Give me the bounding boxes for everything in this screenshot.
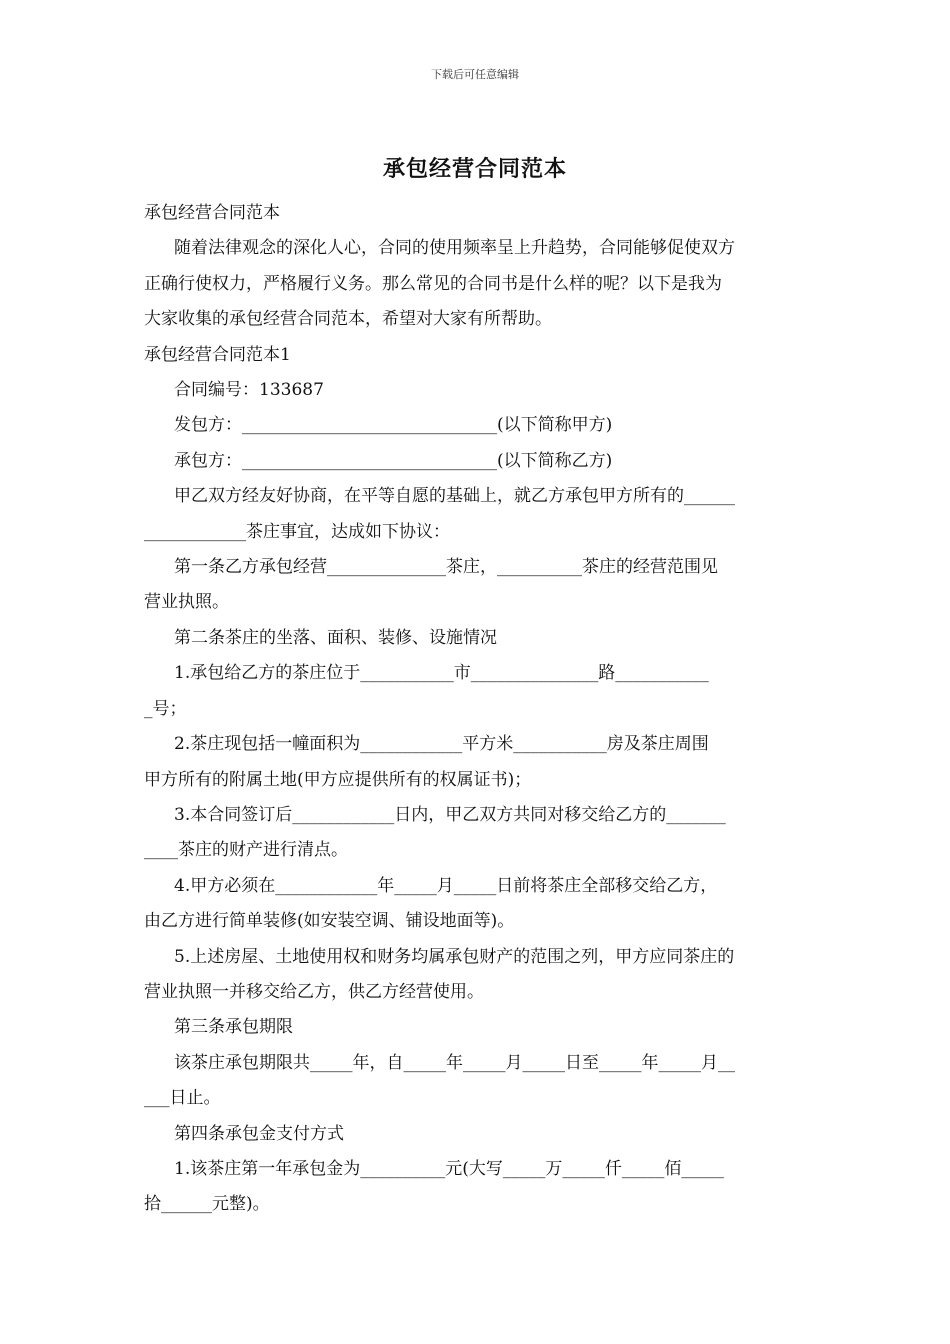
paragraph-line: 第三条承包期限 xyxy=(174,1017,293,1038)
paragraph-line: 发包方：______________________________(以下简称甲方) xyxy=(174,415,613,436)
paragraph-line: 由乙方进行简单装修(如安装空调、铺设地面等)。 xyxy=(144,911,515,932)
header-note: 下载后可任意编辑 xyxy=(431,68,519,81)
paragraph-line: 5.上述房屋、土地使用权和财务均属承包财产的范围之列，甲方应同茶庄的 xyxy=(174,946,735,967)
paragraph-line: 正确行使权力，严格履行义务。那么常见的合同书是什么样的呢？以下是我为 xyxy=(144,273,722,294)
paragraph-line: 承包经营合同范本1 xyxy=(144,344,291,365)
paragraph-line: 承包方：______________________________(以下简称乙方) xyxy=(174,450,613,471)
document-title: 承包经营合同范本 xyxy=(382,156,567,182)
paragraph-line: 该茶庄承包期限共_____年，自_____年_____月_____日至_____年_____月__ xyxy=(174,1052,735,1073)
paragraph-line: 4.甲方必须在____________年_____月_____日前将茶庄全部移交给乙方， xyxy=(174,875,718,896)
paragraph-line: 营业执照一并移交给乙方，供乙方经营使用。 xyxy=(144,981,484,1002)
paragraph-line: 大家收集的承包经营合同范本，希望对大家有所帮助。 xyxy=(144,309,552,330)
paragraph-line: 第二条茶庄的坐落、面积、装修、设施情况 xyxy=(174,627,497,648)
paragraph-line: ___日止。 xyxy=(144,1088,221,1109)
paragraph-line: 3.本合同签订后____________日内，甲乙双方共同对移交给乙方的_______ xyxy=(174,804,726,825)
document-body xyxy=(144,196,808,1223)
paragraph-line: 合同编号：133687 xyxy=(174,380,324,401)
paragraph-line: _号； xyxy=(144,698,187,719)
paragraph-line: 甲方所有的附属土地(甲方应提供所有的权属证书)； xyxy=(144,769,532,790)
paragraph-line: 甲乙双方经友好协商，在平等自愿的基础上，就乙方承包甲方所有的______ xyxy=(174,486,735,507)
paragraph-line: 1.该茶庄第一年承包金为__________元(大写_____万_____仟_____佰_____ xyxy=(174,1158,724,1179)
paragraph-line: 随着法律观念的深化人心，合同的使用频率呈上升趋势，合同能够促使双方 xyxy=(174,238,735,259)
paragraph-line: 营业执照。 xyxy=(144,592,229,613)
paragraph-line: ____________茶庄事宜，达成如下协议： xyxy=(144,521,450,542)
paragraph-line: 1.承包给乙方的茶庄位于___________市_______________路___________ xyxy=(174,663,709,684)
paragraph-line: 承包经营合同范本 xyxy=(144,203,280,223)
paragraph-line: 拾______元整)。 xyxy=(144,1194,270,1215)
paragraph-line: 第四条承包金支付方式 xyxy=(174,1123,344,1144)
paragraph-line: 第一条乙方承包经营______________茶庄，__________茶庄的经营范围见 xyxy=(174,557,718,578)
paragraph-line: ____茶庄的财产进行清点。 xyxy=(144,840,348,861)
paragraph-line: 2.茶庄现包括一幢面积为____________平方米___________房及茶庄周围 xyxy=(174,734,709,755)
